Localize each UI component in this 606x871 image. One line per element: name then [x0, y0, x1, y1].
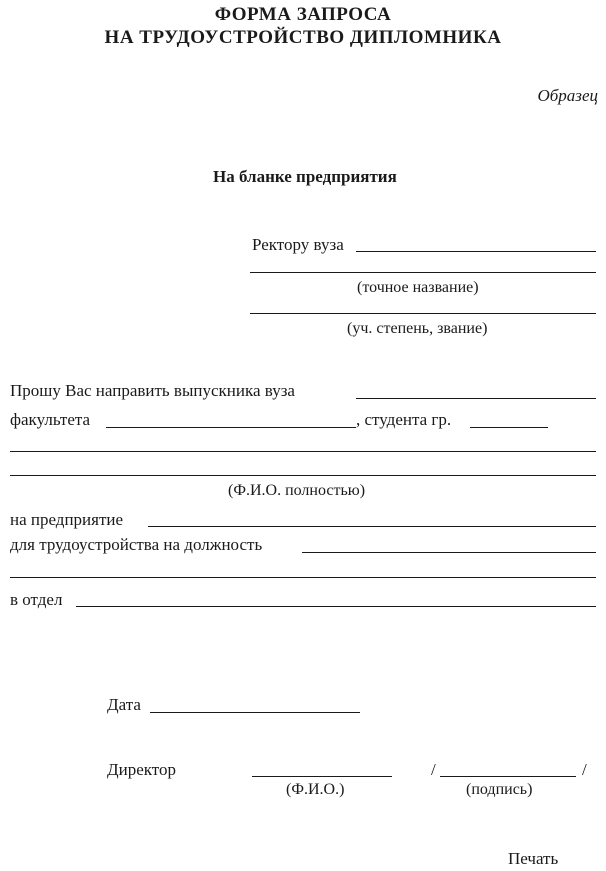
rector-label: Ректору вуза	[252, 235, 344, 254]
sample-label: Образец	[537, 86, 598, 105]
stamp-label: Печать	[508, 849, 559, 868]
department-label: в отдел	[10, 590, 63, 609]
director-fio-hint: (Ф.И.О.)	[286, 781, 345, 798]
director-fio-line[interactable]	[252, 776, 392, 777]
university-name-hint: (точное название)	[357, 279, 479, 296]
faculty-label: факультета	[10, 410, 91, 429]
director-label: Директор	[107, 760, 176, 779]
position-line-2[interactable]	[10, 577, 596, 578]
rector-name-line[interactable]	[356, 251, 596, 252]
slash-right: /	[582, 760, 587, 779]
signature-hint: (подпись)	[466, 781, 533, 798]
position-label: для трудоустройства на должность	[10, 535, 263, 554]
department-line[interactable]	[76, 606, 596, 607]
date-line[interactable]	[150, 712, 360, 713]
fio-full-hint: (Ф.И.О. полностью)	[228, 482, 366, 499]
request-text: Прошу Вас направить выпускника вуза	[10, 381, 295, 400]
date-label: Дата	[107, 695, 141, 714]
slash-left: /	[431, 760, 436, 779]
letterhead-label: На бланке предприятия	[213, 167, 397, 186]
signature-line[interactable]	[440, 776, 576, 777]
position-line[interactable]	[302, 552, 596, 553]
enterprise-label: на предприятие	[10, 510, 124, 529]
enterprise-line[interactable]	[148, 526, 596, 527]
university-line[interactable]	[356, 398, 596, 399]
rector-degree-line[interactable]	[250, 313, 596, 314]
form-title-line-1: ФОРМА ЗАПРОСА	[214, 4, 392, 25]
faculty-line[interactable]	[106, 427, 356, 428]
fio-line-2[interactable]	[10, 475, 596, 476]
fio-line-1[interactable]	[10, 451, 596, 452]
student-group-label: , студента гр.	[356, 410, 452, 429]
form-title-line-2: НА ТРУДОУСТРОЙСТВО ДИПЛОМНИКА	[104, 27, 502, 48]
rector-degree-hint: (уч. степень, звание)	[347, 320, 488, 337]
university-name-line[interactable]	[250, 272, 596, 273]
group-number-line[interactable]	[470, 427, 548, 428]
